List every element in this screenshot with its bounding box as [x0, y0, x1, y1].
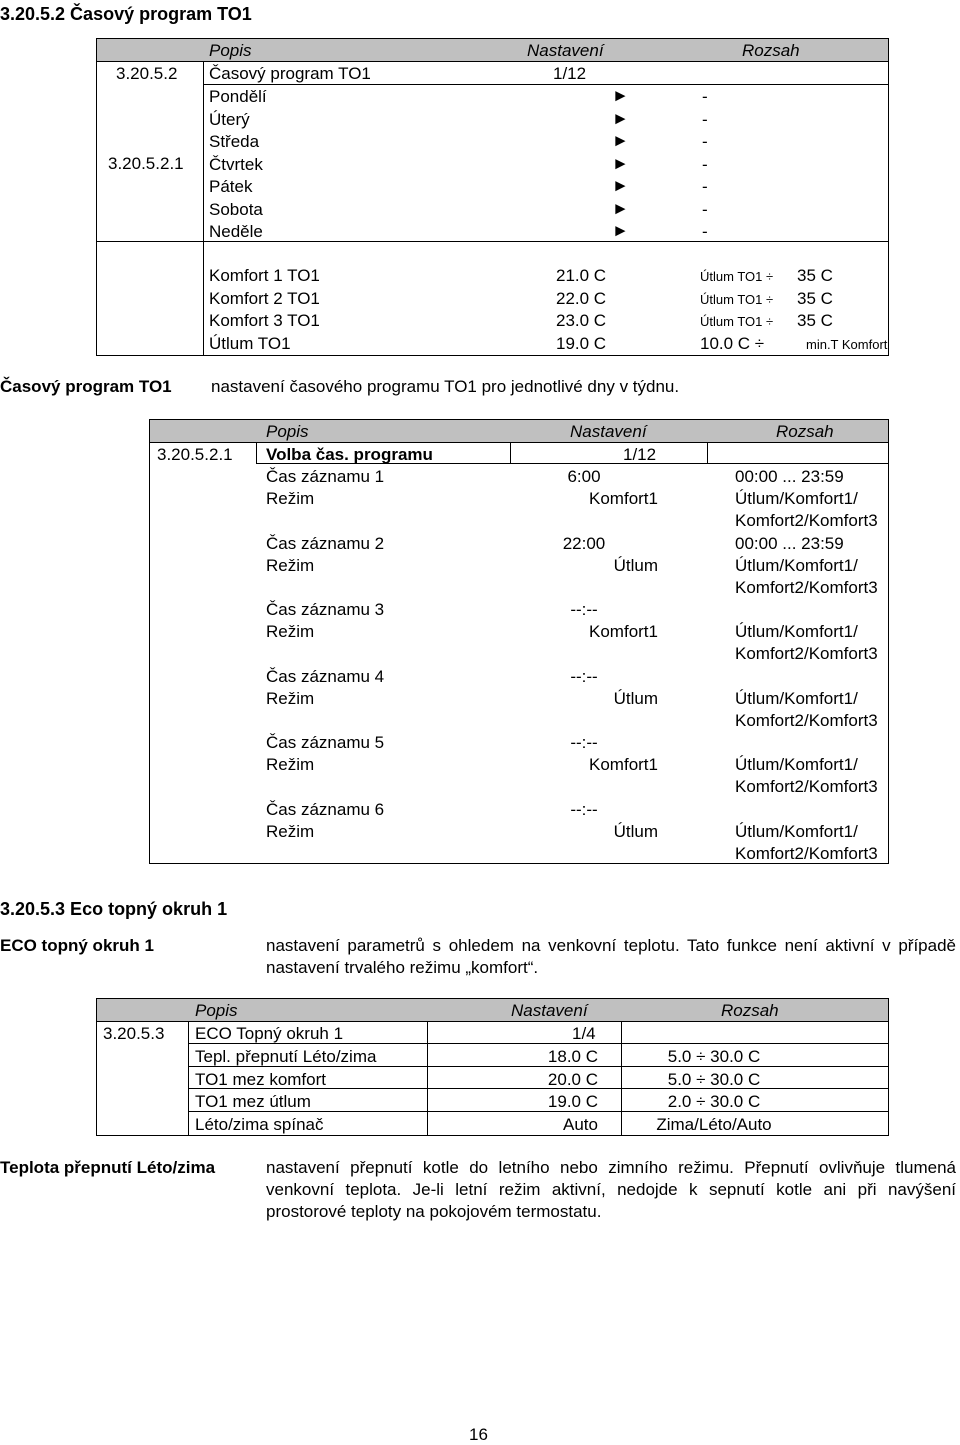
desc-term: ECO topný okruh 1: [0, 936, 154, 955]
desc-term: Teplota přepnutí Léto/zima: [0, 1158, 216, 1177]
day-range: -: [702, 109, 708, 129]
row-code: 3.20.5.2.1: [108, 154, 184, 173]
temp-range-from: Útlum TO1 ÷: [700, 314, 774, 329]
entry-time-value: 6:00: [567, 467, 601, 486]
day-label: Sobota: [209, 199, 263, 219]
temp-range-to: min.T Komfort: [806, 336, 888, 352]
entry-time-value: --:--: [570, 666, 598, 686]
eco-row-value: Auto: [563, 1114, 598, 1134]
arrow-right-icon: ►: [612, 131, 629, 150]
day-label: Neděle: [209, 222, 263, 241]
row-code: 3.20.5.3: [103, 1024, 165, 1043]
entry-mode-label: Režim: [266, 622, 315, 641]
temp-value: 21.0 C: [556, 266, 607, 285]
eco-row-value: 20.0 C: [547, 1069, 598, 1089]
eco-row-value: 19.0 C: [547, 1092, 598, 1111]
row-label: Časový program TO1: [209, 64, 371, 83]
entry-time-value: --:--: [570, 600, 598, 619]
day-label: Čtvrtek: [209, 154, 263, 174]
entry-mode-range: Komfort2/Komfort3: [735, 843, 878, 863]
arrow-right-icon: ►: [612, 153, 629, 173]
entry-mode-range: Útlum/Komfort1/: [735, 489, 858, 508]
eco-row-range: 5.0 ÷ 30.0 C: [667, 1069, 761, 1089]
entry-mode-range: Útlum/Komfort1/: [735, 622, 858, 641]
entry-time-value: --:--: [570, 799, 598, 819]
desc-term: Časový program TO1: [0, 377, 172, 396]
eco-row-range: 5.0 ÷ 30.0 C: [667, 1047, 761, 1066]
entry-mode-value: Útlum: [613, 821, 658, 841]
day-range: -: [702, 132, 708, 151]
desc-text: nastavení parametrů s ohledem na venkovní teplotu. Tato funkce není aktivní v případě nastavení trvalého režimu „komfort“.: [266, 936, 956, 977]
day-label: Pondělí: [209, 87, 267, 106]
arrow-right-icon: ►: [612, 176, 629, 195]
entry-time-label: Čas záznamu 1: [266, 467, 385, 486]
temp-range-to: 35 C: [797, 288, 833, 308]
entry-mode-value: Komfort1: [589, 489, 658, 508]
temp-value: 23.0 C: [556, 311, 607, 330]
temp-range-from: Útlum TO1 ÷: [700, 269, 774, 284]
day-range: -: [702, 87, 708, 106]
temp-value: 19.0 C: [556, 333, 607, 353]
arrow-right-icon: ►: [612, 198, 629, 218]
entry-mode-range: Komfort2/Komfort3: [735, 710, 878, 730]
arrow-right-icon: ►: [612, 86, 629, 105]
arrow-right-icon: ►: [612, 108, 629, 128]
header-popis: Popis: [195, 1001, 238, 1020]
row-value: 1/4: [572, 1024, 596, 1043]
temp-label: Komfort 3 TO1: [209, 311, 320, 330]
entry-time-label: Čas záznamu 2: [266, 533, 385, 553]
entry-mode-range: Útlum/Komfort1/: [735, 555, 858, 575]
entry-time-label: Čas záznamu 6: [266, 799, 385, 819]
eco-row-label: Léto/zima spínač: [195, 1114, 324, 1134]
row-value: 1/12: [553, 64, 587, 83]
entry-mode-label: Režim: [266, 688, 315, 708]
eco-row-range: 2.0 ÷ 30.0 C: [667, 1092, 761, 1111]
eco-row-label: TO1 mez komfort: [195, 1069, 326, 1089]
row-code: 3.20.5.2.1: [157, 445, 233, 464]
desc-text: nastavení přepnutí kotle do letního nebo zimního režimu. Přepnutí ovlivňuje tlumená venkovní teplota. Je-li letní režim aktivní, nedojde k sepnutí kotle ani při navýšení prostorové teploty na pokojovém termostatu.: [266, 1158, 956, 1221]
day-range: -: [702, 199, 708, 219]
row-label: Volba čas. programu: [266, 445, 433, 464]
entry-mode-value: Útlum: [613, 688, 658, 708]
temp-range-from: Útlum TO1 ÷: [700, 291, 774, 307]
entry-mode-value: Komfort1: [589, 755, 658, 774]
header-rozsah: Rozsah: [721, 1001, 779, 1020]
day-range: -: [702, 154, 708, 174]
entry-mode-label: Režim: [266, 755, 315, 774]
temp-label: Komfort 1 TO1: [209, 266, 320, 285]
temp-range-to: 35 C: [797, 266, 833, 285]
day-range: -: [702, 222, 708, 241]
desc-text: nastavení časového programu TO1 pro jednotlivé dny v týdnu.: [211, 377, 680, 396]
temp-range-from: 10.0 C ÷: [700, 333, 765, 353]
header-rozsah: Rozsah: [776, 422, 834, 441]
entry-time-label: Čas záznamu 4: [266, 666, 385, 686]
entry-mode-label: Režim: [266, 821, 315, 841]
section-title: 3.20.5.2 Časový program TO1: [0, 4, 252, 24]
entry-time-value: 22:00: [562, 533, 606, 553]
header-nastaveni: Nastavení: [527, 41, 604, 60]
eco-row-range: Zima/Léto/Auto: [656, 1114, 772, 1134]
entry-time-label: Čas záznamu 5: [266, 733, 385, 752]
entry-mode-range: Komfort2/Komfort3: [735, 644, 878, 663]
eco-row-label: TO1 mez útlum: [195, 1092, 311, 1111]
entry-mode-range: Útlum/Komfort1/: [735, 688, 858, 708]
header-nastaveni: Nastavení: [511, 1001, 588, 1020]
day-label: Pátek: [209, 177, 253, 196]
header-popis: Popis: [209, 41, 252, 60]
row-value: 1/12: [623, 445, 657, 464]
section-title: 3.20.5.3 Eco topný okruh 1: [0, 899, 228, 919]
arrow-right-icon: ►: [612, 221, 629, 240]
day-label: Středa: [209, 132, 260, 151]
entry-time-label: Čas záznamu 3: [266, 600, 385, 619]
entry-mode-range: Útlum/Komfort1/: [735, 755, 858, 774]
entry-mode-range: Komfort2/Komfort3: [735, 777, 878, 796]
eco-row-value: 18.0 C: [547, 1047, 598, 1066]
header-popis: Popis: [266, 422, 309, 441]
row-code: 3.20.5.2: [116, 64, 178, 83]
header-nastaveni: Nastavení: [570, 422, 647, 441]
entry-mode-range: Komfort2/Komfort3: [735, 577, 878, 597]
page-number: 16: [469, 1425, 488, 1444]
header-rozsah: Rozsah: [742, 41, 800, 60]
entry-time-range: 00:00 ... 23:59: [735, 533, 844, 553]
entry-mode-label: Režim: [266, 489, 315, 508]
temp-label: Útlum TO1: [209, 333, 291, 353]
temp-label: Komfort 2 TO1: [209, 288, 320, 308]
entry-mode-value: Komfort1: [589, 622, 658, 641]
temp-value: 22.0 C: [556, 288, 607, 308]
eco-row-label: Tepl. přepnutí Léto/zima: [195, 1047, 377, 1066]
row-label: ECO Topný okruh 1: [195, 1024, 344, 1043]
day-range: -: [702, 177, 708, 196]
entry-time-range: 00:00 ... 23:59: [735, 467, 844, 486]
entry-mode-label: Režim: [266, 555, 315, 575]
entry-mode-range: Komfort2/Komfort3: [735, 511, 878, 530]
day-label: Úterý: [209, 109, 250, 129]
entry-mode-range: Útlum/Komfort1/: [735, 821, 858, 841]
entry-time-value: --:--: [570, 733, 598, 752]
temp-range-to: 35 C: [797, 311, 833, 330]
entry-mode-value: Útlum: [613, 555, 658, 575]
